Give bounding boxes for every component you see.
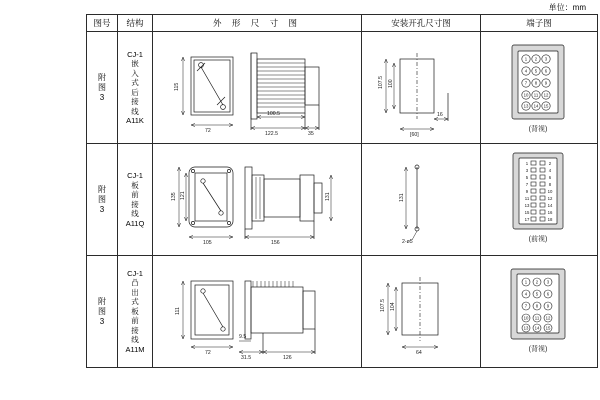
terminal-diagram-r2 (481, 145, 595, 255)
terminal-label: 3 (525, 167, 529, 173)
outline-drawing-r2 (153, 145, 359, 255)
terminal-label: 4 (524, 68, 528, 74)
structure-line: 后 (131, 87, 139, 97)
terminal-label: 15 (545, 325, 551, 331)
terminal-label: 8 (535, 303, 539, 309)
terminal-label: 9 (544, 80, 548, 86)
structure-line: CJ-1 (127, 171, 143, 180)
dim-label: 9.5 (239, 333, 247, 340)
terminal-label: 9 (525, 188, 529, 194)
structure-line: CJ-1 (127, 268, 143, 278)
structure-line: 前 (131, 316, 139, 326)
terminal-label: 6 (546, 291, 550, 297)
header-mounting: 安装开孔尺寸图 (362, 15, 481, 32)
terminal-label: 14 (534, 325, 540, 331)
dim-label: 115 (174, 82, 180, 91)
terminal-drawing-cell (481, 256, 598, 368)
terminal-label: 5 (535, 291, 539, 297)
structure-line: 接 (131, 325, 139, 335)
structure-line: 入 (131, 68, 139, 78)
terminal-label: 11 (534, 315, 540, 321)
structure-line: 式 (131, 78, 139, 87)
terminal-label: 13 (523, 325, 529, 331)
terminal-label: 5 (525, 174, 529, 180)
mounting-drawing-cell (362, 32, 481, 144)
terminal-label: 10 (523, 315, 529, 321)
terminal-label: 7 (525, 181, 529, 187)
structure-line: 式 (131, 297, 139, 307)
structure-line: A11M (125, 344, 145, 354)
terminal-diagram-r3 (481, 257, 595, 367)
dim-label: 16 (437, 111, 443, 118)
terminal-label: 7 (524, 303, 528, 309)
dim-label: 121 (180, 190, 186, 200)
terminal-caption: (前视) (528, 235, 548, 243)
terminal-label: 8 (534, 80, 538, 86)
table-header-row (87, 15, 598, 32)
terminal-label: 17 (524, 216, 530, 222)
dim-label: 72 (205, 127, 211, 134)
structure-cell (118, 32, 153, 144)
terminal-label: 2 (534, 56, 538, 62)
dim-label: 107.5 (378, 75, 384, 89)
terminal-label: 5 (534, 68, 538, 74)
structure-line: A11Q (125, 218, 145, 228)
figure-no-line: 图 (98, 194, 106, 204)
figure-no-line: 图 (98, 82, 106, 92)
terminal-label: 18 (547, 216, 553, 222)
table-row (87, 256, 598, 368)
terminal-label: 1 (524, 279, 528, 285)
structure-line: 线 (131, 209, 139, 218)
structure-line: CJ-1 (127, 49, 143, 59)
terminal-label: 3 (544, 56, 548, 62)
dim-label: 135 (171, 191, 177, 201)
terminal-label: 6 (544, 68, 548, 74)
structure-cell (118, 256, 153, 368)
structure-line: 前 (131, 190, 139, 199)
figure-no-line: 图 (98, 306, 106, 316)
outline-drawing-cell (153, 144, 362, 256)
terminal-drawing-cell (481, 144, 598, 256)
terminal-label: 12 (547, 195, 553, 201)
terminal-label: 1 (524, 56, 528, 62)
terminal-caption: (背视) (528, 125, 548, 133)
figure-no-cell (87, 256, 118, 368)
terminal-drawing-cell (481, 32, 598, 144)
header-outline: 外 形 尺 寸 图 (153, 15, 362, 32)
terminal-label: 8 (548, 181, 552, 187)
outline-drawing-r1 (153, 33, 359, 143)
mounting-drawing-r3 (362, 257, 478, 367)
spec-table (86, 14, 598, 368)
terminal-label: 11 (524, 195, 530, 201)
terminal-label: 16 (547, 209, 553, 215)
dim-label: 72 (205, 349, 211, 356)
terminal-diagram-r1 (481, 33, 595, 143)
figure-no-cell (87, 32, 118, 144)
dim-label: 122.5 (265, 130, 278, 137)
figure-no-line: 附 (98, 296, 106, 306)
terminal-label: 10 (547, 188, 553, 194)
dim-label: 111 (175, 306, 181, 315)
dim-label: 64 (416, 349, 422, 356)
figure-no-cell (87, 144, 118, 256)
dim-label: 107.5 (380, 298, 386, 312)
structure-line: 板 (131, 180, 139, 190)
structure-line: 出 (131, 287, 139, 297)
mounting-drawing-cell (362, 256, 481, 368)
terminal-label: 9 (546, 303, 550, 309)
terminal-label: 13 (523, 103, 529, 109)
dim-label: 35 (308, 130, 314, 137)
structure-cell (118, 144, 153, 256)
outline-drawing-cell (153, 256, 362, 368)
dim-label: 131 (399, 192, 405, 202)
terminal-label: 13 (524, 202, 530, 208)
dim-label: 2-ø5 (402, 238, 413, 245)
structure-line: 线 (131, 335, 139, 345)
terminal-label: 1 (525, 160, 529, 166)
terminal-label: 15 (524, 209, 530, 215)
dim-label: 31.5 (241, 354, 252, 361)
terminal-label: 4 (524, 291, 528, 297)
mounting-drawing-r2 (362, 145, 478, 255)
terminal-label: 12 (545, 315, 551, 321)
structure-line: 接 (131, 97, 139, 106)
terminal-label: 2 (535, 279, 539, 285)
mounting-drawing-cell (362, 144, 481, 256)
dim-label: 105 (203, 239, 212, 246)
dim-label: [60] (410, 131, 419, 138)
dim-label: 131 (325, 191, 331, 201)
outline-drawing-r3 (153, 257, 359, 367)
header-structure: 结构 (118, 15, 153, 32)
terminal-label: 3 (546, 279, 550, 285)
structure-line: A11K (126, 116, 144, 125)
structure-line: 线 (131, 106, 139, 116)
table-row (87, 32, 598, 144)
table-row (87, 144, 598, 256)
dim-label: 126 (283, 354, 292, 361)
terminal-label: 12 (543, 92, 549, 98)
figure-no-line: 附 (98, 184, 106, 194)
figure-no-line: 附 (98, 72, 106, 82)
header-terminal: 端子图 (481, 15, 598, 32)
terminal-label: 14 (533, 103, 539, 109)
dim-label: 100 (388, 78, 394, 88)
structure-line: 凸 (131, 278, 139, 288)
dim-label: 100.5 (267, 110, 280, 117)
structure-line: 板 (131, 306, 139, 316)
figure-no-line: 3 (99, 92, 105, 102)
mounting-drawing-r1 (362, 33, 478, 143)
terminal-label: 11 (533, 92, 539, 98)
dim-label: 156 (271, 239, 280, 246)
terminal-label: 14 (547, 202, 553, 208)
dim-label: 104 (390, 301, 396, 311)
figure-no-line: 3 (99, 316, 105, 326)
terminal-caption: (背视) (528, 345, 548, 353)
terminal-label: 2 (548, 160, 552, 166)
terminal-label: 4 (548, 167, 552, 173)
structure-line: 接 (131, 199, 139, 209)
terminal-label: 15 (543, 103, 549, 109)
header-figure-no: 图号 (87, 15, 118, 32)
outline-drawing-cell (153, 32, 362, 144)
figure-no-line: 3 (99, 204, 105, 214)
unit-note: 单位：mm (548, 3, 586, 12)
structure-line: 嵌 (131, 59, 139, 68)
terminal-label: 6 (548, 174, 552, 180)
terminal-label: 7 (524, 80, 528, 86)
terminal-label: 10 (523, 92, 529, 98)
